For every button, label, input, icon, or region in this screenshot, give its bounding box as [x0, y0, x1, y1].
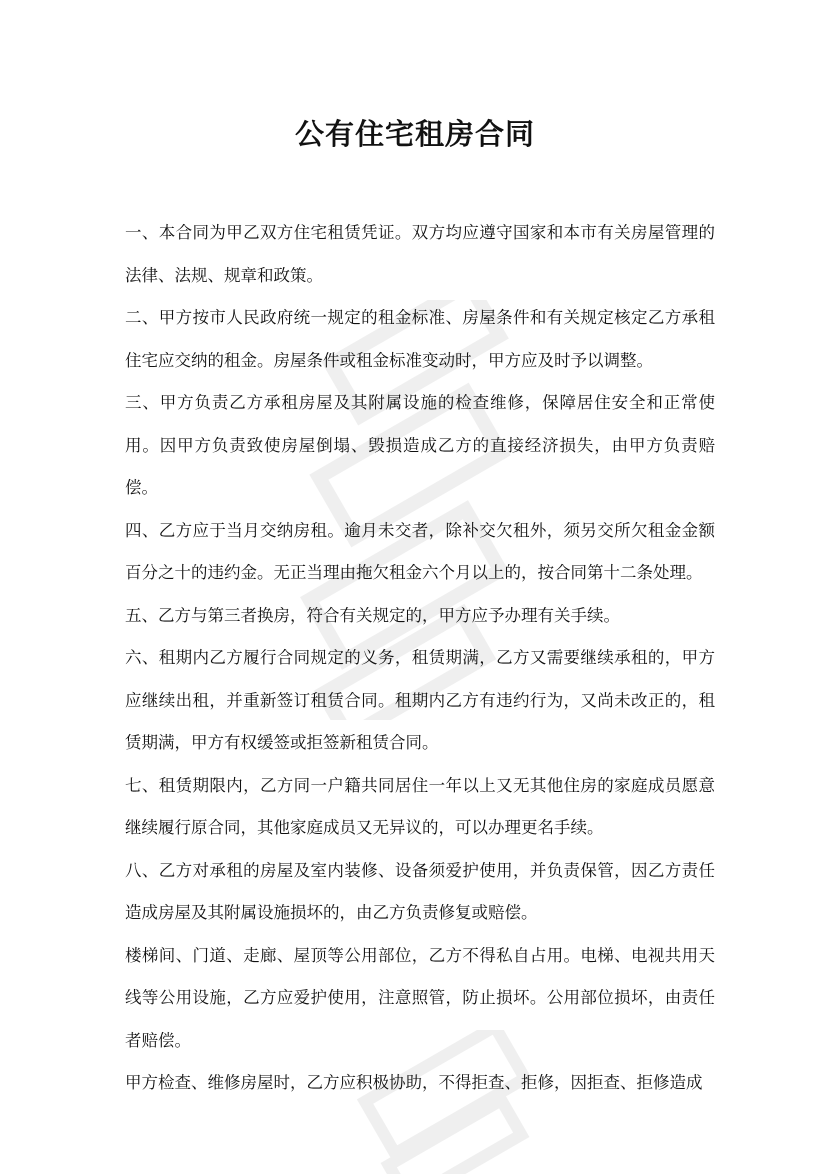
clause-paragraph: 八、乙方对承租的房屋及室内装修、设备须爱护使用，并负责保管，因乙方责任造成房屋及其附属设施损坏的，由乙方负责修复或赔偿。 — [125, 860, 715, 922]
clause-paragraph: 七、租赁期限内，乙方同一户籍共同居住一年以上又无其他住房的家庭成员愿意继续履行原合同，其他家庭成员又无异议的，可以办理更名手续。 — [125, 775, 715, 837]
clause-paragraph: 三、甲方负责乙方承租房屋及其附属设施的检查维修，保障居住安全和正常使用。因甲方负责致使房屋倒塌、毁损造成乙方的直接经济损失，由甲方负责赔偿。 — [125, 393, 715, 497]
document-title: 公有住宅租房合同 — [294, 117, 535, 151]
clause-paragraph: 二、甲方按市人民政府统一规定的租金标准、房屋条件和有关规定核定乙方承租住宅应交纳的租金。房屋条件或租金标准变动时，甲方应及时予以调整。 — [125, 308, 715, 370]
document-body — [125, 212, 715, 1105]
clause-paragraph: 甲方检查、维修房屋时，乙方应积极协助，不得拒查、拒修，因拒查、拒修造成 — [125, 1073, 703, 1092]
clause-paragraph: 楼梯间、门道、走廊、屋顶等公用部位，乙方不得私自占用。电梯、电视共用天线等公用设施，乙方应爱护使用，注意照管，防止损坏。公用部位损坏，由责任者赔偿。 — [125, 945, 715, 1050]
clause-paragraph: 四、乙方应于当月交纳房租。逾月未交者，除补交欠租外，须另交所欠租金金额百分之十的违约金。无正当理由拖欠租金六个月以上的，按合同第十二条处理。 — [125, 520, 715, 582]
clause-paragraph: 五、乙方与第三者换房，符合有关规定的，甲方应予办理有关手续。 — [125, 605, 620, 625]
clause-paragraph: 一、本合同为甲乙双方住宅租赁凭证。双方均应遵守国家和本市有关房屋管理的法律、法规、规章和政策。 — [125, 223, 715, 285]
clause-paragraph: 六、租期内乙方履行合同规定的义务，租赁期满，乙方又需要继续承租的，甲方应继续出租，并重新签订租赁合同。租期内乙方有违约行为，又尚未改正的，租赁期满，甲方有权缓签或拒签新租赁合同。 — [125, 648, 715, 752]
